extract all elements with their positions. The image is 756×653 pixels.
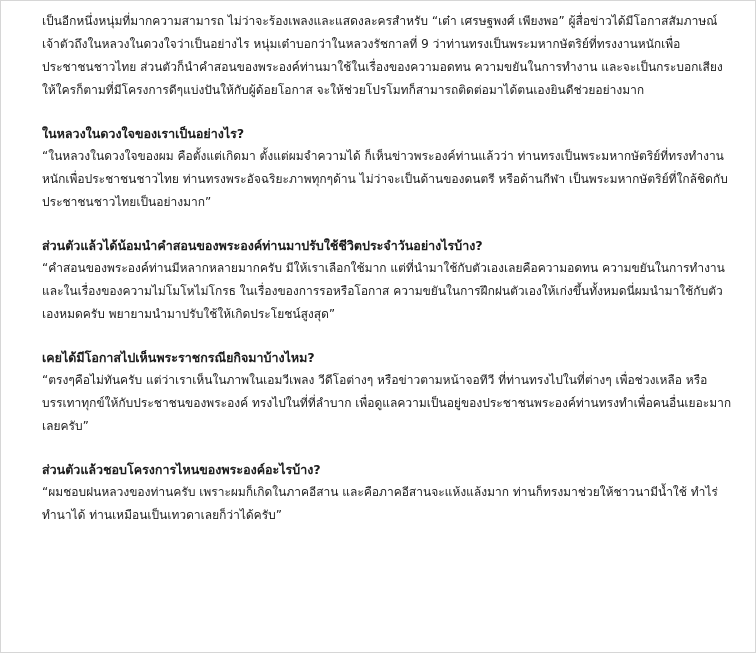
qa-block-3 <box>42 346 732 438</box>
answer-paragraph: “ในหลวงในดวงใจของผม คือตั้งแต่เกิดมา ตั้งแต่ผมจำความได้ ก็เห็นข่าวพระองค์ท่านแล้วว่า ท่านทรงเป็นพระมหากษัตริย์ที่ทรงทำงานหนักเพื่อประชาชนชาวไทย ท่านทรงพระอัจฉริยะภาพทุกๆด้าน ไม่ว่าจะเป็นด้านของดนตรี หรือด้านกีฬา เป็นพระมหากษัตริย์ที่ใกล้ชิดกับประชาชนชาวไทยเป็นอย่างมาก” <box>42 149 728 209</box>
article-body <box>42 10 732 527</box>
qa-block-2 <box>42 234 732 326</box>
intro-paragraph: เป็นอีกหนึ่งหนุ่มที่มากความสามารถ ไม่ว่าจะร้องเพลงและแสดงละครสำหรับ “เต๋า เศรษฐพงศ์ เพียงพอ” ผู้สื่อข่าวได้มีโอกาสสัมภาษณ์เจ้าตัวถึงในหลวงในดวงใจว่าเป็นอย่างไร หนุ่มเต๋าบอกว่าในหลวงรัชกาลที่ 9 ว่าท่านทรงเป็นพระมหากษัตริย์ที่ทรงงานหนักเพื่อประชาชนชาวไทย ส่วนตัวก็นำคำสอนของพระองค์ท่านมาใช้ในเรื่องของความอดทน ความขยันในการทำงาน และจะเป็นกระบอกเสียงให้ใครก็ตามที่มีโครงการดีๆแบ่งปันให้กับผู้ด้อยโอกาส จะให้ช่วยโปรโมทก็สามารถติดต่อมาได้ตนเองยินดีช่วยอย่างมาก <box>42 14 723 97</box>
qa-block-1 <box>42 122 732 214</box>
answer-paragraph: “ผมชอบฝนหลวงของท่านครับ เพราะผมก็เกิดในภาคอีสาน และคือภาคอีสานจะแห้งแล้งมาก ท่านก็ทรงมาช่วยให้ชาวนามีน้ำใช้ ทำไร่ ทำนาได้ ท่านเหมือนเป็นเทวดาเลยก็ว่าได้ครับ” <box>42 485 718 522</box>
question-heading: ในหลวงในดวงใจของเราเป็นอย่างไร? <box>42 126 245 141</box>
question-heading: ส่วนตัวแล้วชอบโครงการไหนของพระองค์อะไรบ้าง? <box>42 462 321 477</box>
question-heading: เคยได้มีโอกาสไปเห็นพระราชกรณียกิจมาบ้างไหม? <box>42 350 315 365</box>
answer-paragraph: “ตรงๆคือไม่ทันครับ แต่ว่าเราเห็นในภาพในเอมวีเพลง วีดีโอต่างๆ หรือข่าวตามหน้าจอทีวี ที่ท่านทรงไปในที่ต่างๆ เพื่อช่วงเหลือ หรือบรรเทาทุกข์ให้กับประชาชนของพระองค์ ทรงไปในที่ที่ลำบาก เพื่อดูแลความเป็นอยู่ของประชาชนพระองค์ท่านทรงทำเพื่อคนอื่นเยอะมากเลยครับ” <box>42 373 732 433</box>
answer-paragraph: “คำสอนของพระองค์ท่านมีหลากหลายมากครับ มีให้เราเลือกใช้มาก แต่ที่นำมาใช้กับตัวเองเลยคือความอดทน ความขยันในการทำงานและในเรื่องของความไม่โมโหไม่โกรธ ในเรื่องของการรอหรือโอกาส ความขยันในการฝึกฝนตัวเองให้เก่งขึ้นทั้งหมดนี่ผมนำมาใช้กับตัวเองหมดครับ พยายามนำมาปรับใช้ให้เกิดประโยชน์สูงสุด” <box>42 261 725 321</box>
qa-block-4 <box>42 458 732 527</box>
question-heading: ส่วนตัวแล้วได้น้อมนำคำสอนของพระองค์ท่านมาปรับใช้ชีวิตประจำวันอย่างไรบ้าง? <box>42 238 483 253</box>
